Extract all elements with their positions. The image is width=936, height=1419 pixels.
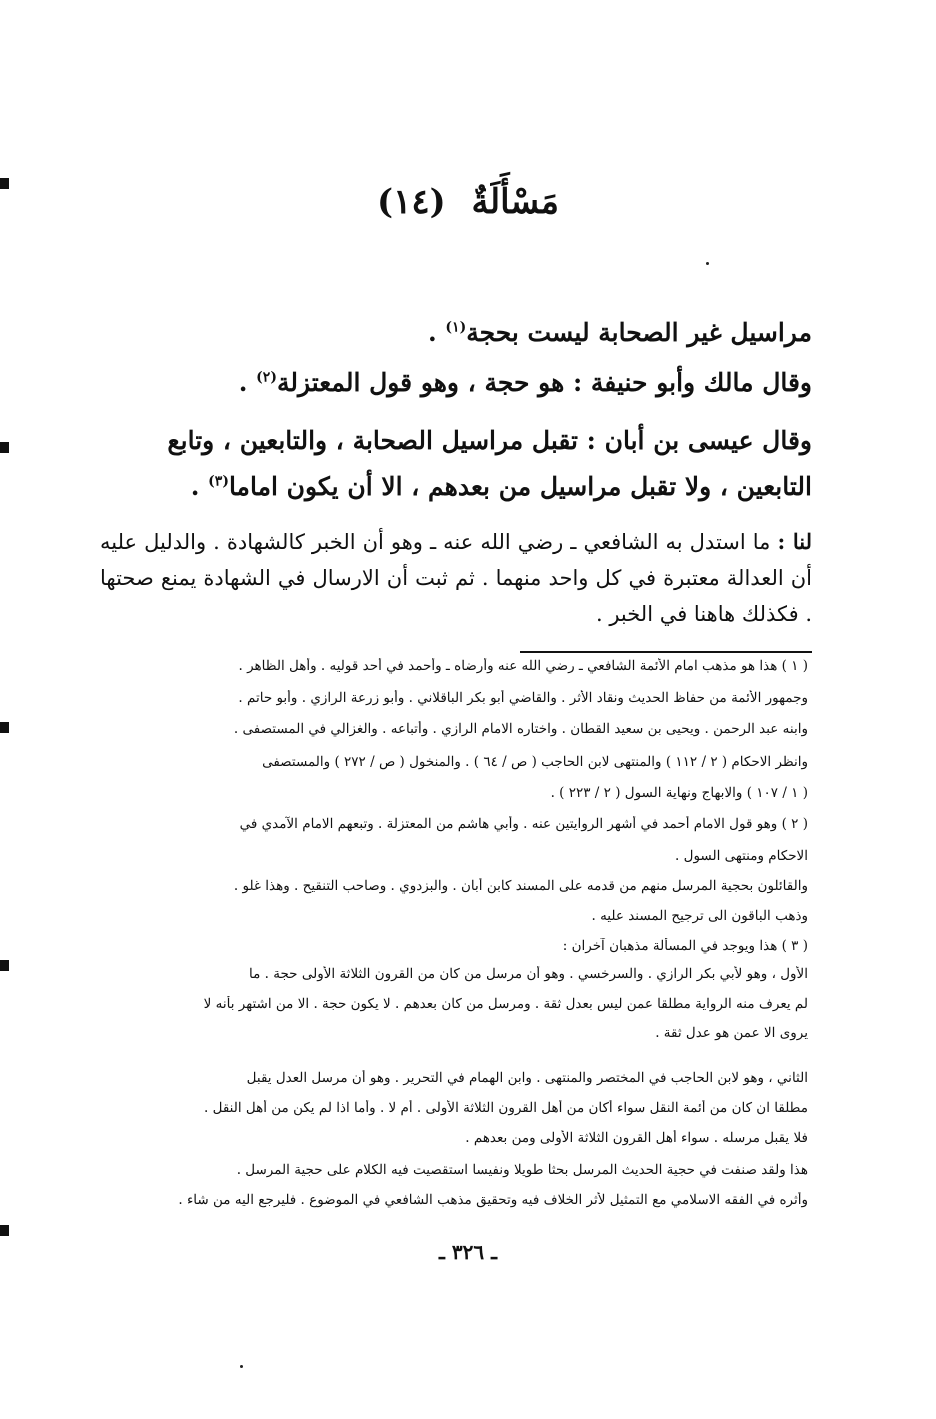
argument-lead: لنا : bbox=[777, 529, 812, 554]
statement-3-cont: التابعين ، ولا تقبل مراسيل من بعدهم ، الا أن يكون اماما$^{(٣)}$ . bbox=[190, 472, 812, 501]
footnote-line: يروى الا عمن هو عدل ثقة . bbox=[655, 1025, 808, 1041]
issue-number: (١٤) bbox=[376, 182, 446, 222]
footnote-line: ( ١ / ١٠٧ ) والابهاج ونهاية السول ( ٢ / ٢٢٣ ) . bbox=[550, 785, 808, 801]
footnote-separator bbox=[520, 651, 812, 653]
argument-text: ما استدل به الشافعي ـ رضي الله عنه ـ وهو أن الخبر كالشهادة . والدليل عليه أن العدالة معتبرة في كل واحد منهما . ثم ثبت أن الارسال في الشهادة يمنع صحتها . فكذلك هاهنا في الخبر . bbox=[100, 530, 812, 626]
issue-heading bbox=[0, 182, 936, 222]
issue-label: مَسْأَلَةٌ bbox=[471, 182, 560, 222]
statement-1: مراسيل غير الصحابة ليست بحجة$^{(١)}$ . bbox=[428, 318, 812, 347]
footnote-line: وذهب الباقون الى ترجيح المسند عليه . bbox=[591, 908, 808, 924]
footnote-line: هذا ولقد صنفت في حجية الحديث المرسل بحثا طويلا ونفيسا استقصيت فيه الكلام على حجية المرسل . bbox=[236, 1162, 808, 1178]
ink-speck bbox=[706, 262, 709, 265]
statement-2: وقال مالك وأبو حنيفة : هو حجة ، وهو قول المعتزلة$^{(٢)}$ . bbox=[238, 368, 812, 397]
footnote-line: وانظر الاحكام ( ٢ / ١١٢ ) والمنتهى لابن الحاجب ( ص / ٦٤ ) . والمنخول ( ص / ٢٧٢ ) والمستصفى bbox=[262, 754, 808, 770]
ref-1: (١) bbox=[445, 319, 467, 336]
footnote-line: مطلقا ان كان من أئمة النقل سواء أكان من أهل القرون الثلاثة الأولى . أم لا . وأما اذا لم يكن من أهل النقل . bbox=[204, 1100, 808, 1116]
page-number: ـ ٣٢٦ ـ bbox=[439, 1240, 497, 1264]
footnote-line: الأول ، وهو لأبي بكر الرازي . والسرخسي . وهو أن مرسل من كان من القرون الثلاثة الأولى حجة . ما bbox=[249, 966, 808, 982]
footnote-line: ( ٣ ) هذا ويوجد في المسألة مذهبان آخران : bbox=[562, 938, 808, 954]
footnote-line: الثاني ، وهو لابن الحاجب في المختصر والمنتهى . وابن الهمام في التحرير . وهو أن مرسل العدل يقبل bbox=[246, 1070, 808, 1086]
footnote-line: وأثره في الفقه الاسلامي مع التمثيل لأثر الخلاف فيه وتحقيق مذهب الشافعي في الموضوع . فليرجع اليه من شاء . bbox=[178, 1192, 808, 1208]
footnote-line: ( ٢ ) وهو قول الامام أحمد في أشهر الروايتين عنه . وأبي هاشم من المعتزلة . وتبعهم الامام الآمدي في bbox=[239, 816, 808, 832]
ref-3: (٣) bbox=[208, 473, 229, 490]
ref-2: (٢) bbox=[256, 369, 277, 386]
footnote-line: والقائلون بحجية المرسل منهم من قدمه على المسند كابن أبان . والبزدوي . وصاحب التنقيح . وهذا غلو . bbox=[233, 878, 808, 894]
footnote-line: وجمهور الأئمة من حفاظ الحديث ونقاد الأثر . والقاضي أبو بكر الباقلاني . وأبو زرعة الرازي . وأبو حاتم . bbox=[238, 690, 808, 706]
left-edge-mark bbox=[0, 442, 9, 453]
argument-paragraph bbox=[100, 524, 812, 632]
footnote-line: الاحكام ومنتهى السول . bbox=[675, 848, 808, 864]
footnote-line: وابنه عبد الرحمن . ويحيى بن سعيد القطان . واختاره الامام الرازي . وأتباعه . والغزالي في المستصفى . bbox=[233, 721, 808, 737]
left-edge-mark bbox=[0, 722, 9, 733]
statement-3: وقال عيسى بن أبان : تقبل مراسيل الصحابة ، والتابعين ، وتابع bbox=[167, 426, 812, 455]
left-edge-mark bbox=[0, 960, 9, 971]
ink-speck bbox=[240, 1365, 243, 1368]
footnote-line: لم يعرف منه الرواية مطلقا عمن ليس بعدل ثقة . ومرسل من كان بعدهم . لا يكون حجة . الا من اشتهر بأنه لا bbox=[203, 996, 808, 1012]
footnote-line: ( ١ ) هذا هو مذهب امام الأئمة الشافعي ـ رضي الله عنه وأرضاه ـ وأحمد في أحد قوليه . وأهل الظاهر . bbox=[238, 658, 808, 674]
footnote-line: فلا يقبل مرسله . سواء أهل القرون الثلاثة الأولى ومن بعدهم . bbox=[465, 1130, 808, 1146]
left-edge-mark bbox=[0, 1225, 9, 1236]
